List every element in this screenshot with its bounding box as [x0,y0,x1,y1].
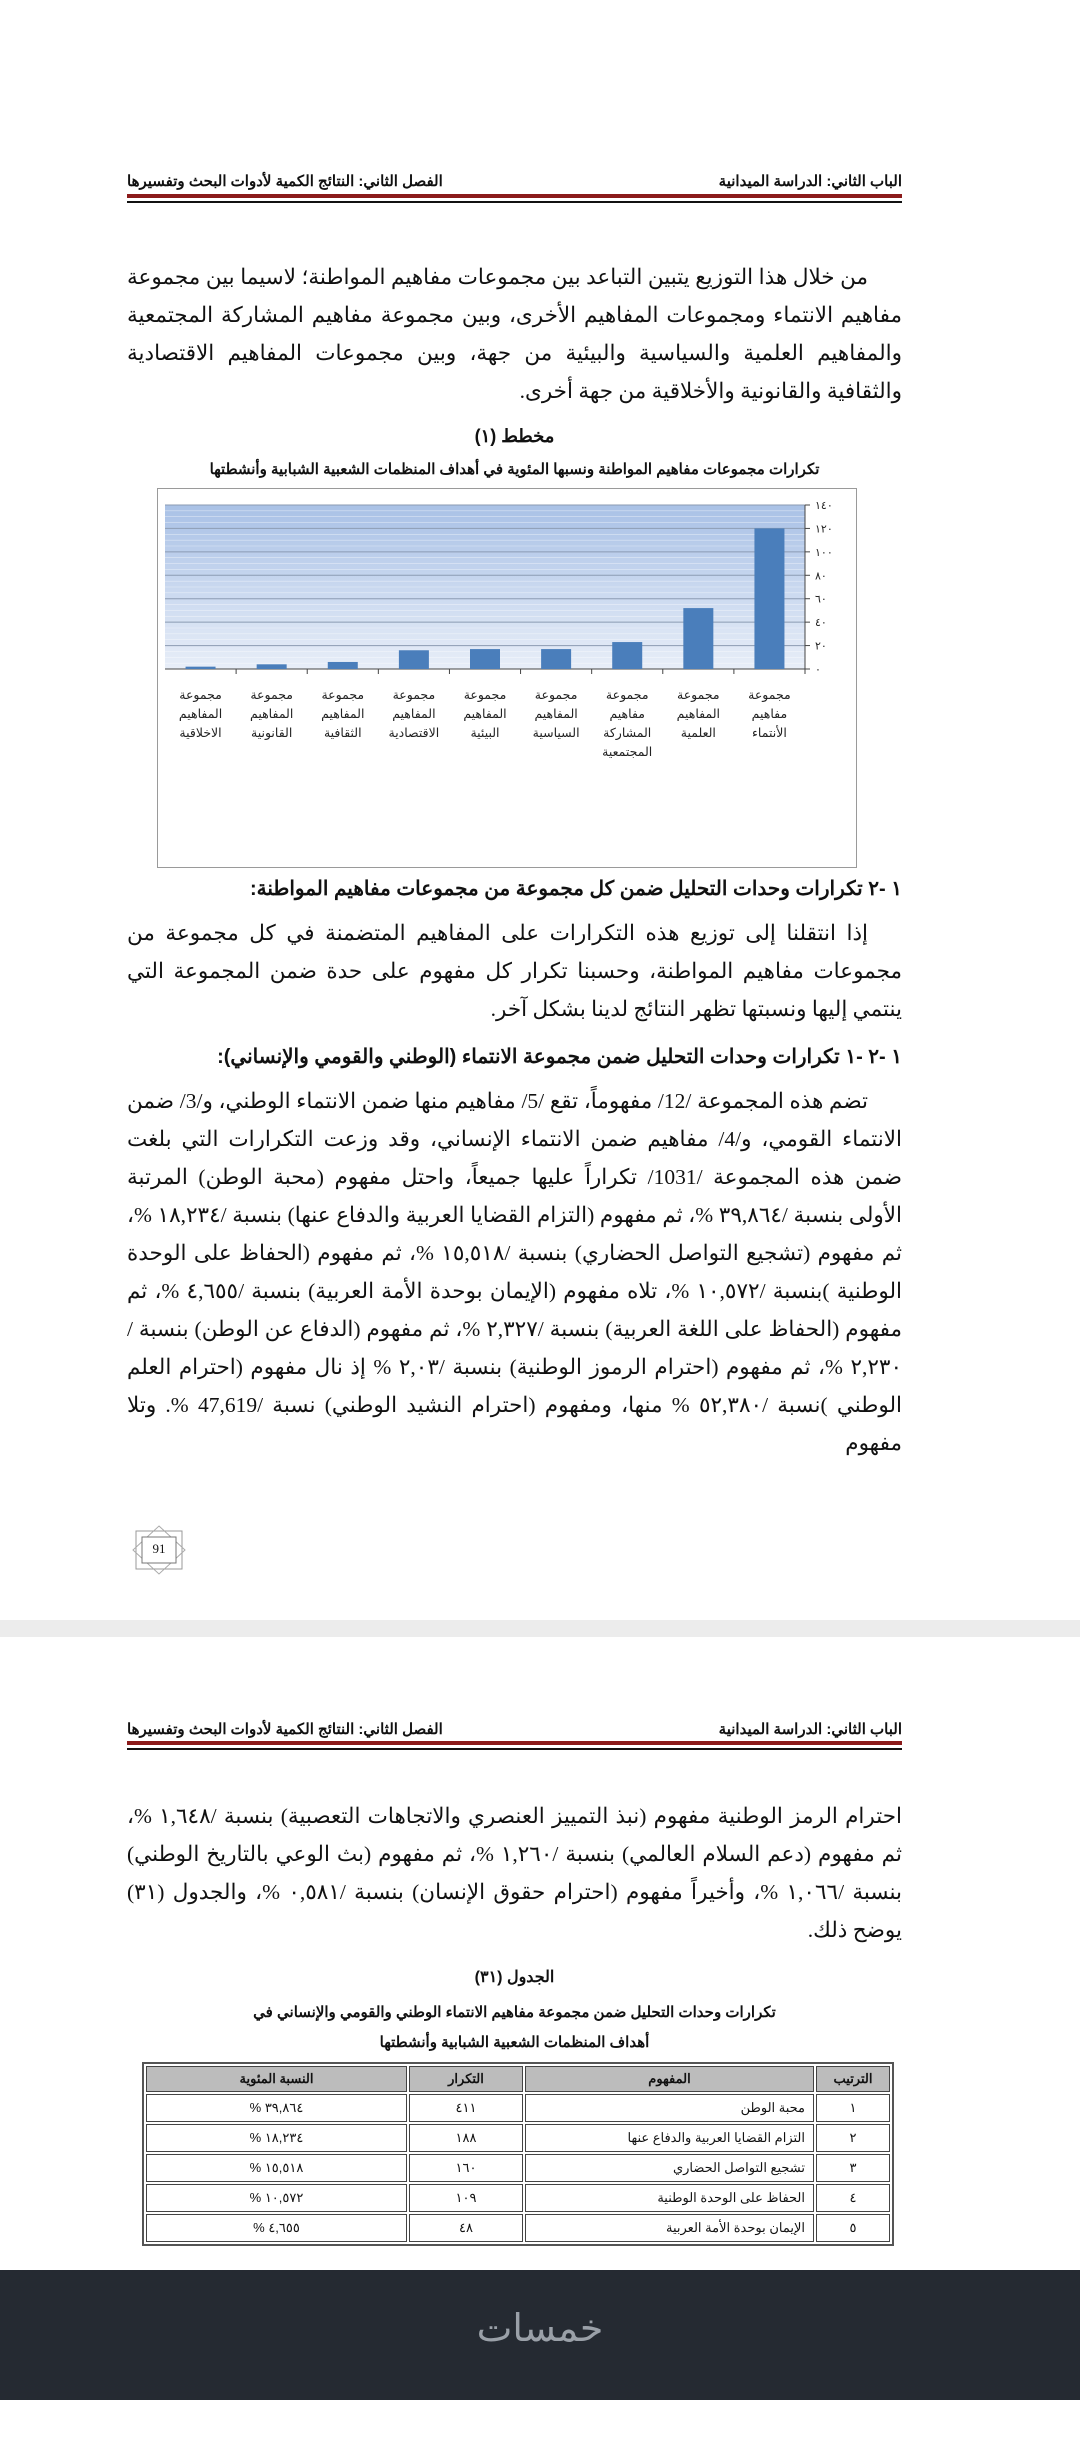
chart-label: مخطط (١) [474,426,555,446]
bar [754,528,784,669]
y-tick-label: ٤٠ [815,616,827,630]
cell-rank: ٤ [816,2184,890,2212]
continuation-paragraph [127,1797,902,1949]
header-chapter-section: الفصل الثاني: النتائج الكمية لأدوات البحث وتفسيرها [127,173,443,190]
cell-frequency: ١٠٩ [409,2184,523,2212]
table-row [146,2124,890,2152]
col-header-rank: الترتيب [816,2066,890,2092]
section-text-1: إذا انتقلنا إلى توزيع هذه التكرارات على المفاهيم المتضمنة في كل مجموعة من مجموعات مفاهيم المواطنة، وحسبنا تكرار كل مفهوم على حدة ضمن المجموعة التي ينتمي إليها ونسبتها تظهر النتائج لدينا بشكل آخر. [127,921,902,1021]
bar [257,664,287,669]
cell-concept: محبة الوطن [525,2094,814,2122]
page-number-badge [130,1525,188,1575]
cell-frequency: ٤١١ [409,2094,523,2122]
cell-frequency: ١٦٠ [409,2154,523,2182]
bar [470,649,500,669]
cell-percentage: ١٨,٢٣٤ % [146,2124,407,2152]
x-tick-label: مجموعة المفاهيم العلمية [676,687,720,740]
page-header-2 [127,1708,902,1738]
cell-frequency: ٤٨ [409,2214,523,2242]
y-tick-label: ٦٠ [815,592,827,606]
cell-concept: التزام القضايا العربية والدفاع عنها [525,2124,814,2152]
header-rule-thin [127,201,902,203]
section-paragraph-2 [127,1082,902,1462]
cell-percentage: ٣٩,٨٦٤ % [146,2094,407,2122]
app-footer-bar [0,2270,1080,2400]
cell-rank: ٣ [816,2154,890,2182]
bar-chart [157,488,857,868]
header-rule-2 [127,1741,902,1745]
y-tick-label: ٢٠ [815,639,827,653]
table-row [146,2154,890,2182]
chart-canvas [158,489,856,867]
cell-rank: ٥ [816,2214,890,2242]
col-header-percentage: النسبة المئوية [146,2066,407,2092]
y-tick-label: ١٠٠ [815,545,833,559]
table-label: الجدول (٣١) [474,1969,555,1986]
cell-concept: تشجيع التواصل الحضاري [525,2154,814,2182]
page-number: 91 [152,1541,166,1556]
section-text-2: تضم هذه المجموعة /12/ مفهوماً، تقع /5/ مفاهيم منها ضمن الانتماء الوطني، و/3/ ضمن الانتماء القومي، و/4/ مفاهيم ضمن الانتماء الإنساني، وقد وزعت التكرارات التي بلغت ضمن هذه المجموعة /1031/ تكراراً عليها جميعاً، واحتل مفهوم (محبة الوطن) المرتبة الأولى بنسبة /٣٩,٨٦٤ %، ثم مفهوم (التزام القضايا العربية والدفاع عنها) بنسبة /١٨,٢٣٤ %، ثم مفهوم (تشجيع التواصل الحضاري) بنسبة /١٥,٥١٨ %، ثم مفهوم (الحفاظ على الوحدة الوطنية )بنسبة /١٠,٥٧٢ %، تلاه مفهوم (الإيمان بوحدة الأمة العربية) بنسبة /٤,٦٥٥ %، ثم مفهوم (الحفاظ على اللغة العربية) بنسبة /٢,٣٢٧ %، ثم مفهوم (الدفاع عن الوطن) بنسبة /٢,٢٣٠ %، ثم مفهوم (احترام الرموز الوطنية) بنسبة /٢,٠٣ % إذ نال مفهوم (احترام العلم الوطني )نسبة /٥٢,٣٨٠ % منها، ومفهوم (احترام النشيد الوطني) نسبة /47,619 %. وتلا مفهوم [127,1089,903,1455]
chart-title: تكرارات مجموعات مفاهيم المواطنة ونسبها المئوية في أهداف المنظمات الشعبية الشبابية وأنشطتها [209,461,820,478]
table-title-line-1: تكرارات وحدات التحليل ضمن مجموعة مفاهيم الانتماء الوطني والقومي والإنساني في [253,2004,776,2021]
table-header-row [146,2066,890,2092]
data-table [142,2062,894,2246]
x-tick-label: مجموعة المفاهيم القانونية [250,687,294,740]
bar [612,642,642,669]
y-tick-label: ١٤٠ [815,499,833,512]
col-header-concept: المفهوم [525,2066,814,2092]
section-heading-2: ١ -٢ -١ تكرارات وحدات التحليل ضمن مجموعة الانتماء (الوطني والقومي والإنساني): [217,1046,902,1068]
header-chapter-part-2: الباب الثاني: الدراسة الميدانية [718,1721,902,1738]
x-tick-label: مجموعة المفاهيم السياسية [532,687,580,740]
x-tick-label: مجموعة مفاهيم الأنتماء [748,687,791,740]
x-tick-label: مجموعة المفاهيم الاقتصادية [388,687,440,740]
intro-paragraph [127,258,902,410]
y-tick-label: ١٢٠ [815,522,833,536]
x-tick-label: مجموعة مفاهيم المشاركة المجتمعية [602,687,653,759]
bar [399,650,429,669]
continuation-text: احترام الرمز الوطنية مفهوم (نبذ التمييز العنصري والاتجاهات التعصبية) بنسبة /١,٦٤٨ %، ثم مفهوم (دعم السلام العالمي) بنسبة /١,٢٦٠ %، ثم مفهوم (بث الوعي بالتاريخ الوطني) بنسبة /١,٠٦٦ %، وأخيراً مفهوم (احترام حقوق الإنسان) بنسبة /٠,٥٨١ %، والجدول (٣١) يوضح ذلك. [127,1804,903,1942]
header-chapter-part: الباب الثاني: الدراسة الميدانية [718,173,902,190]
cell-rank: ٢ [816,2124,890,2152]
cell-concept: الإيمان بوحدة الأمة العربية [525,2214,814,2242]
khamsat-logo[interactable]: خمسات [476,2306,604,2350]
header-rule-thin-2 [127,1748,902,1750]
cell-frequency: ١٨٨ [409,2124,523,2152]
bar [541,649,571,669]
cell-percentage: ١٥,٥١٨ % [146,2154,407,2182]
cell-concept: الحفاظ على الوحدة الوطنية [525,2184,814,2212]
x-tick-label: مجموعة المفاهيم الاخلاقية [178,687,223,740]
header-chapter-section-2: الفصل الثاني: النتائج الكمية لأدوات البحث وتفسيرها [127,1721,443,1738]
x-tick-label: مجموعة المفاهيم الثقافية [321,687,365,740]
section-paragraph-1 [127,914,902,1028]
header-rule [127,194,902,198]
cell-percentage: ١٠,٥٧٢ % [146,2184,407,2212]
x-tick-label: مجموعة المفاهيم البيئية [463,687,507,740]
table-row [146,2184,890,2212]
page-header [127,160,902,190]
y-tick-label: ٠ [815,663,821,676]
cell-percentage: ٤,٦٥٥ % [146,2214,407,2242]
y-tick-label: ٨٠ [815,569,827,583]
section-heading-1: ١ -٢ تكرارات وحدات التحليل ضمن كل مجموعة من مجموعات مفاهيم المواطنة: [249,878,902,900]
col-header-frequency: التكرار [409,2066,523,2092]
bar [683,608,713,669]
table-row [146,2214,890,2242]
cell-rank: ١ [816,2094,890,2122]
intro-text: من خلال هذا التوزيع يتبين التباعد بين مجموعات مفاهيم المواطنة؛ لاسيما بين مجموعة مفاهيم الانتماء ومجموعات المفاهيم الأخرى، وبين مجموعة مفاهيم المشاركة المجتمعية والمفاهيم العلمية والسياسية والبيئية من جهة، وبين مجموعات المفاهيم الاقتصادية والثقافية والقانونية والأخلاقية من جهة أخرى. [127,265,902,403]
bar [186,667,216,669]
bar [328,662,358,669]
table-row [146,2094,890,2122]
table-title-line-2: أهداف المنظمات الشعبية الشبابية وأنشطتها [379,2034,650,2051]
